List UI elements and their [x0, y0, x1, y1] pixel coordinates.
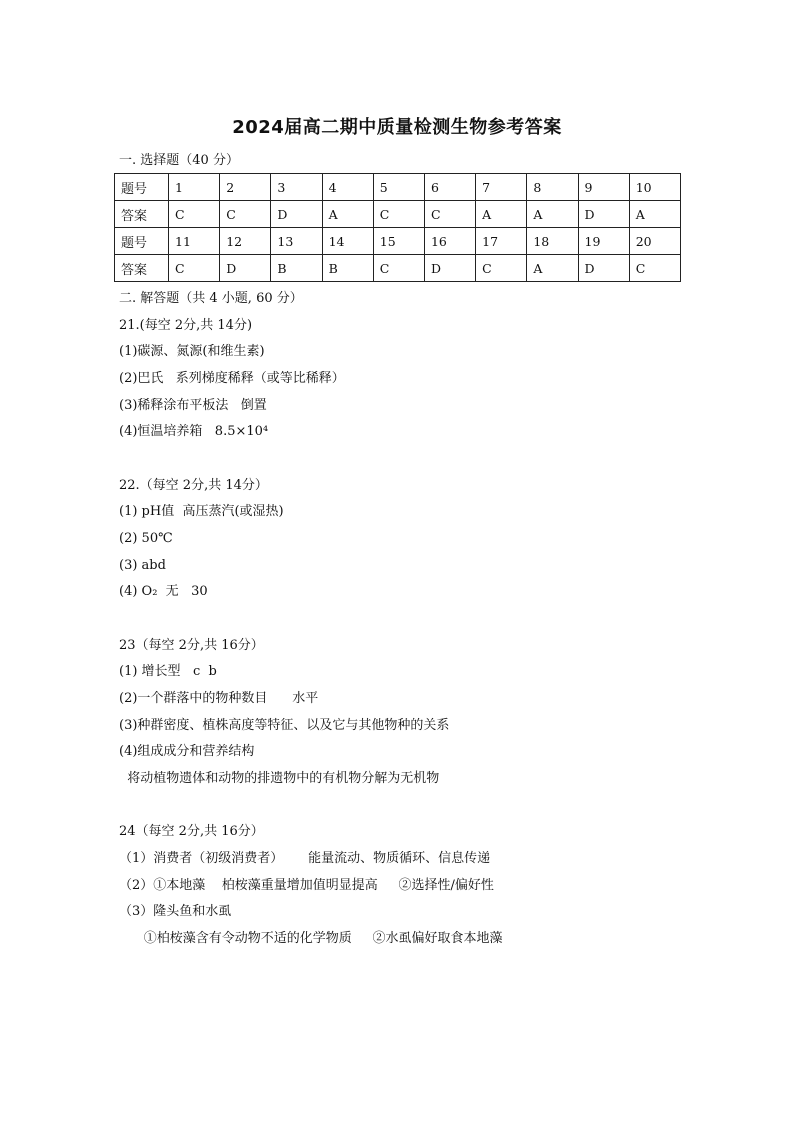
- table-cell: 8: [527, 174, 578, 201]
- q24-answer-1: （1）消费者（初级消费者） 能量流动、物质循环、信息传递: [119, 851, 491, 866]
- q24-header: 24（每空 2分,共 16分）: [119, 824, 264, 839]
- table-cell: 10: [629, 174, 680, 201]
- table-cell: D: [578, 255, 629, 282]
- table-cell: D: [271, 201, 322, 228]
- table-cell: A: [476, 201, 527, 228]
- table-cell: C: [476, 255, 527, 282]
- q22-answer-4: (4) O₂ 无 30: [119, 584, 208, 599]
- q21-header: 21.(每空 2分,共 14分): [119, 318, 253, 333]
- row-label: 题号: [115, 228, 169, 255]
- answer-table-row: [115, 174, 681, 201]
- table-cell: A: [527, 201, 578, 228]
- section-heading-answers: 二. 解答题（共 4 小题, 60 分）: [119, 291, 303, 306]
- q22-header: 22.（每空 2分,共 14分）: [119, 478, 268, 493]
- table-cell: A: [322, 201, 373, 228]
- table-cell: 1: [169, 174, 220, 201]
- table-cell: 11: [169, 228, 220, 255]
- q23-header: 23（每空 2分,共 16分）: [119, 638, 264, 653]
- q24-answer-2: （2）①本地藻 柏桉藻重量增加值明显提高 ②选择性/偏好性: [119, 878, 494, 893]
- table-cell: 7: [476, 174, 527, 201]
- q22-answer-3: (3) abd: [119, 558, 166, 573]
- table-cell: D: [220, 255, 271, 282]
- table-cell: 6: [424, 174, 475, 201]
- row-label: 答案: [115, 201, 169, 228]
- table-cell: 5: [373, 174, 424, 201]
- page-title: 2024届高二期中质量检测生物参考答案: [232, 117, 562, 138]
- q21-answer-4: (4)恒温培养箱 8.5×10⁴: [119, 424, 269, 439]
- table-cell: 2: [220, 174, 271, 201]
- table-cell: 13: [271, 228, 322, 255]
- answer-table-row: [115, 255, 681, 282]
- answer-table-row: [115, 228, 681, 255]
- q21-answer-2: (2)巴氏 系列梯度稀释（或等比稀释）: [119, 371, 345, 386]
- q23-answer-3: (3)种群密度、植株高度等特征、以及它与其他物种的关系: [119, 718, 450, 733]
- row-label: 题号: [115, 174, 169, 201]
- table-cell: D: [424, 255, 475, 282]
- table-cell: 17: [476, 228, 527, 255]
- row-label: 答案: [115, 255, 169, 282]
- table-cell: A: [629, 201, 680, 228]
- table-cell: C: [169, 201, 220, 228]
- table-cell: 20: [629, 228, 680, 255]
- q22-answer-1: (1) pH值 高压蒸汽(或湿热): [119, 504, 284, 519]
- q23-answer-5: 将动植物遗体和动物的排遗物中的有机物分解为无机物: [119, 771, 440, 786]
- table-cell: 16: [424, 228, 475, 255]
- q22-answer-2: (2) 50℃: [119, 531, 173, 546]
- table-cell: 15: [373, 228, 424, 255]
- table-cell: C: [373, 255, 424, 282]
- table-cell: C: [373, 201, 424, 228]
- q24-answer-3: （3）隆头鱼和水虱: [119, 904, 232, 919]
- table-cell: 12: [220, 228, 271, 255]
- table-cell: D: [578, 201, 629, 228]
- table-cell: B: [271, 255, 322, 282]
- q23-answer-4: (4)组成成分和营养结构: [119, 744, 255, 759]
- q24-answer-4: ①柏桉藻含有令动物不适的化学物质 ②水虱偏好取食本地藻: [119, 931, 503, 946]
- table-cell: B: [322, 255, 373, 282]
- table-cell: A: [527, 255, 578, 282]
- answer-table-row: [115, 201, 681, 228]
- table-cell: 3: [271, 174, 322, 201]
- table-cell: 4: [322, 174, 373, 201]
- table-cell: C: [220, 201, 271, 228]
- q23-answer-1: (1) 增长型 c b: [119, 664, 217, 679]
- table-cell: C: [169, 255, 220, 282]
- table-cell: 19: [578, 228, 629, 255]
- table-cell: 18: [527, 228, 578, 255]
- q21-answer-3: (3)稀释涂布平板法 倒置: [119, 398, 267, 413]
- section-heading-choice: 一. 选择题（40 分）: [119, 153, 239, 168]
- q23-answer-2: (2)一个群落中的物种数目 水平: [119, 691, 319, 706]
- table-cell: C: [629, 255, 680, 282]
- table-cell: 14: [322, 228, 373, 255]
- table-cell: 9: [578, 174, 629, 201]
- q21-answer-1: (1)碳源、氮源(和维生素): [119, 344, 265, 359]
- answer-table: [114, 173, 681, 282]
- table-cell: C: [424, 201, 475, 228]
